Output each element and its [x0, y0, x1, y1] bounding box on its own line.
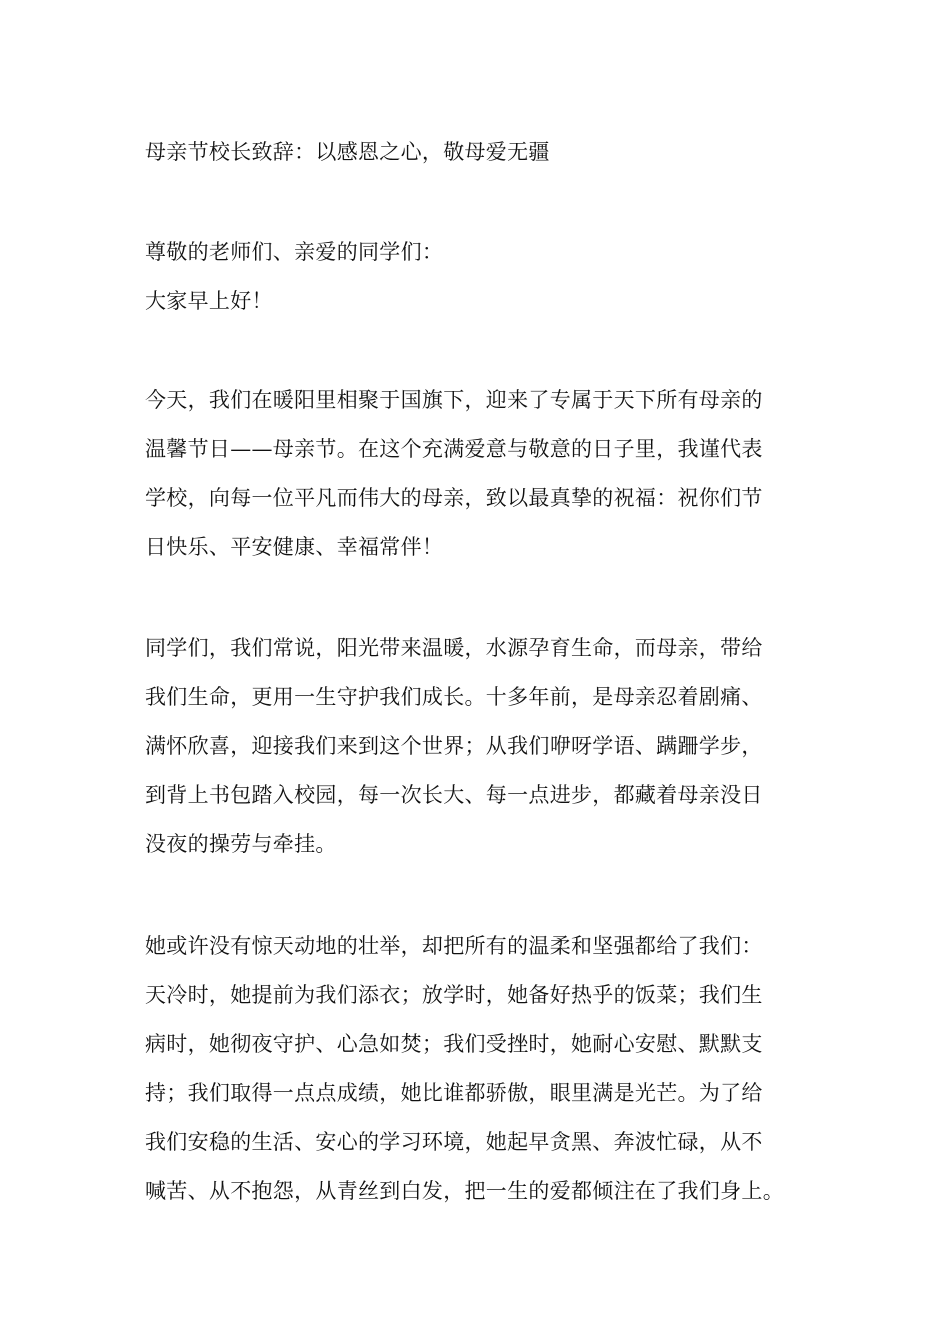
paragraph-line: 天冷时，她提前为我们添衣；放学时，她备好热乎的饭菜；我们生 — [145, 983, 763, 1007]
document-title: 母亲节校长致辞：以感恩之心，敬母爱无疆 — [145, 140, 550, 164]
paragraph-line: 病时，她彻夜守护、心急如焚；我们受挫时，她耐心安慰、默默支 — [145, 1032, 763, 1056]
paragraph-line: 日快乐、平安健康、幸福常伴！ — [145, 535, 444, 559]
paragraph-line: 持；我们取得一点点成绩，她比谁都骄傲，眼里满是光芒。为了给 — [145, 1081, 763, 1105]
paragraph-line: 她或许没有惊天动地的壮举，却把所有的温柔和坚强都给了我们： — [145, 934, 763, 958]
paragraph-line: 满怀欣喜，迎接我们来到这个世界；从我们咿呀学语、蹒跚学步， — [145, 734, 763, 758]
greeting: 尊敬的老师们、亲爱的同学们： — [145, 240, 444, 264]
paragraph-line: 温馨节日——母亲节。在这个充满爱意与敬意的日子里，我谨代表 — [145, 437, 763, 461]
paragraph-line: 没夜的操劳与牵挂。 — [145, 832, 337, 856]
paragraph-line: 我们生命，更用一生守护我们成长。十多年前，是母亲忍着剧痛、 — [145, 685, 763, 709]
paragraph-line: 喊苦、从不抱怨，从青丝到白发，把一生的爱都倾注在了我们身上。 — [145, 1179, 784, 1203]
paragraph-line: 到背上书包踏入校园，每一次长大、每一点进步，都藏着母亲没日 — [145, 783, 763, 807]
paragraph-line: 学校，向每一位平凡而伟大的母亲，致以最真挚的祝福：祝你们节 — [145, 486, 763, 510]
paragraph-line: 今天，我们在暖阳里相聚于国旗下，迎来了专属于天下所有母亲的 — [145, 388, 763, 412]
paragraph-line: 同学们，我们常说，阳光带来温暖，水源孕育生命，而母亲，带给 — [145, 636, 763, 660]
salutation: 大家早上好！ — [145, 289, 273, 313]
paragraph-line: 我们安稳的生活、安心的学习环境，她起早贪黑、奔波忙碌，从不 — [145, 1130, 763, 1154]
